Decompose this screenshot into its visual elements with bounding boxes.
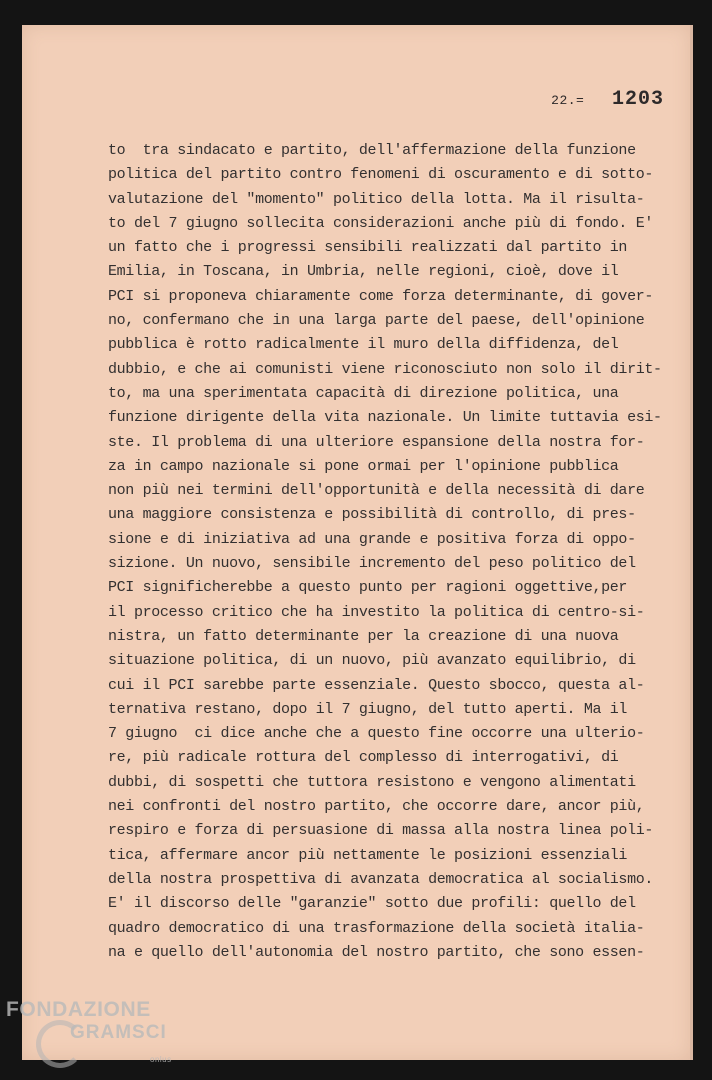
fondazione-gramsci-watermark [6, 998, 206, 1073]
text-line: to tra sindacato e partito, dell'affermazione della funzione [108, 142, 636, 159]
text-line: Emilia, in Toscana, in Umbria, nelle regioni, cioè, dove il [108, 263, 619, 281]
text-line: politica del partito contro fenomeni di oscuramento e di sotto- [108, 166, 654, 184]
text-line: non più nei termini dell'opportunità e della necessità di dare [108, 482, 645, 500]
text-line: situazione politica, di un nuovo, più avanzato equilibrio, di [108, 652, 636, 670]
text-line: E' il discorso delle "garanzie" sotto due profili: quello del [108, 895, 636, 913]
text-line: valutazione del "momento" politico della lotta. Ma il risulta- [108, 190, 645, 208]
text-line: ternativa restano, dopo il 7 giugno, del tutto aperti. Ma il [108, 700, 628, 718]
text-line: re, più radicale rottura del complesso di interrogativi, di [108, 749, 619, 767]
text-line: nei confronti del nostro partito, che occorre dare, ancor più, [108, 798, 645, 816]
text-line: dubbio, e che ai comunisti viene riconosciuto non solo il dirit- [108, 360, 662, 378]
text-line: to del 7 giugno sollecita considerazioni anche più di fondo. E' [108, 214, 654, 232]
typewritten-text [108, 139, 668, 965]
page-header [551, 88, 664, 111]
text-line: PCI significherebbe a questo punto per ragioni oggettive,per [108, 579, 628, 597]
text-line: nistra, un fatto determinante per la creazione di una nuova [108, 627, 619, 645]
watermark-line1: FONDAZIONE [6, 998, 151, 1021]
text-line: to, ma una sperimentata capacità di direzione politica, una [108, 384, 619, 402]
text-line: quadro democratico di una trasformazione della società italia- [108, 919, 645, 937]
page-number: 1203 [611, 88, 664, 111]
text-line: sizione. Un nuovo, sensibile incremento del peso politico del [108, 555, 636, 573]
watermark-line2: GRAMSCI [70, 1022, 167, 1043]
text-line: tica, affermare ancor più nettamente le posizioni essenziali [108, 846, 628, 864]
text-line: dubbi, di sospetti che tuttora resistono e vengono alimentati [108, 773, 636, 791]
text-line: il processo critico che ha investito la politica di centro-si- [108, 603, 645, 621]
watermark-suffix: onlus [150, 1055, 172, 1064]
text-line: na e quello dell'autonomia del nostro partito, che sono essen- [108, 943, 645, 961]
text-line: sione e di iniziativa ad una grande e positiva forza di oppo- [108, 530, 636, 548]
text-line: PCI si proponeva chiaramente come forza determinante, di gover- [108, 287, 654, 305]
text-line: no, confermano che in una larga parte del paese, dell'opinione [108, 312, 645, 330]
text-line: 7 giugno ci dice anche che a questo fine occorre una ulterio- [108, 725, 645, 743]
text-line: funzione dirigente della vita nazionale. Un limite tuttavia esi- [108, 409, 662, 427]
text-line: respiro e forza di persuasione di massa alla nostra linea poli- [108, 822, 654, 840]
text-line: cui il PCI sarebbe parte essenziale. Questo sbocco, questa al- [108, 676, 645, 694]
page-reference: 22.= [551, 93, 585, 108]
text-line: za in campo nazionale si pone ormai per l'opinione pubblica [108, 457, 619, 475]
text-line: un fatto che i progressi sensibili realizzati dal partito in [108, 239, 628, 257]
text-line: ste. Il problema di una ulteriore espansione della nostra for- [108, 433, 645, 451]
text-line: pubblica è rotto radicalmente il muro della diffidenza, del [108, 336, 619, 354]
text-line: una maggiore consistenza e possibilità di controllo, di pres- [108, 506, 636, 524]
page-edge [690, 25, 693, 1060]
text-line: della nostra prospettiva di avanzata democratica al socialismo. [108, 870, 654, 888]
